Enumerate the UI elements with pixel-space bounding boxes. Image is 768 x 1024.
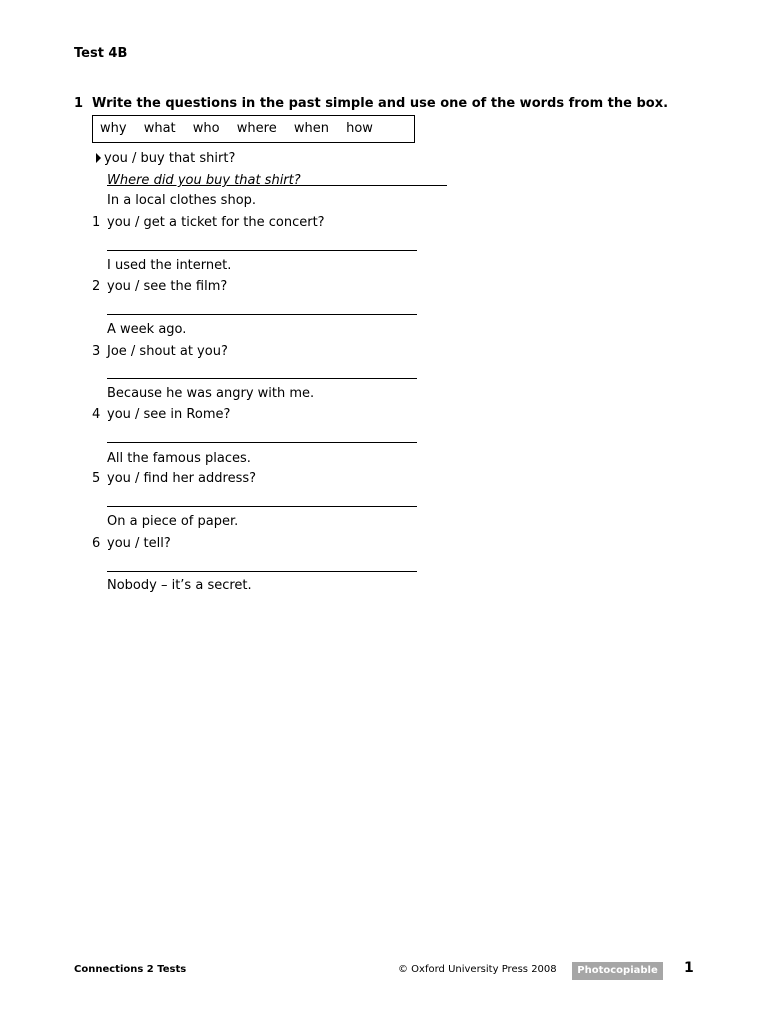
example-answer-line <box>292 185 447 186</box>
word-box-item: why <box>100 121 127 136</box>
answer-line[interactable] <box>107 250 417 251</box>
word-box-item: where <box>236 121 277 136</box>
page-title: Test 4B <box>74 46 128 61</box>
answer-line[interactable] <box>107 442 417 443</box>
answer-line[interactable] <box>107 506 417 507</box>
page-number: 1 <box>684 960 694 976</box>
item-prompt: you / get a ticket for the concert? <box>107 215 325 230</box>
photocopiable-badge: Photocopiable <box>572 962 663 980</box>
word-box-item: when <box>293 121 329 136</box>
answer-line[interactable] <box>107 378 417 379</box>
item-response: I used the internet. <box>107 258 232 273</box>
word-box-item: what <box>143 121 176 136</box>
footer-book-title: Connections 2 Tests <box>74 964 187 975</box>
item-response: On a piece of paper. <box>107 514 239 529</box>
answer-line[interactable] <box>107 314 417 315</box>
item-number: 3 <box>92 344 101 359</box>
example-arrow-icon <box>96 153 101 163</box>
example-response: In a local clothes shop. <box>107 193 257 208</box>
word-box <box>92 115 415 143</box>
exercise-instruction: Write the questions in the past simple and use one of the words from the box. <box>92 96 669 111</box>
item-prompt: you / see in Rome? <box>107 407 231 422</box>
item-number: 1 <box>92 215 101 230</box>
word-box-item: how <box>346 121 373 136</box>
item-response: A week ago. <box>107 322 187 337</box>
item-response: Because he was angry with me. <box>107 386 315 401</box>
item-prompt: you / find her address? <box>107 471 257 486</box>
item-number: 6 <box>92 536 101 551</box>
exercise-number: 1 <box>74 96 84 111</box>
item-number: 5 <box>92 471 101 486</box>
footer-copyright: © Oxford University Press 2008 <box>398 964 557 975</box>
example-answer: Where did you buy that shirt? <box>107 173 301 188</box>
item-response: Nobody – it’s a secret. <box>107 578 252 593</box>
item-prompt: Joe / shout at you? <box>107 344 228 359</box>
word-box-item: who <box>192 121 220 136</box>
item-number: 4 <box>92 407 101 422</box>
item-prompt: you / see the film? <box>107 279 228 294</box>
item-number: 2 <box>92 279 101 294</box>
item-prompt: you / tell? <box>107 536 171 551</box>
example-prompt: you / buy that shirt? <box>104 151 236 166</box>
item-response: All the famous places. <box>107 451 251 466</box>
answer-line[interactable] <box>107 571 417 572</box>
